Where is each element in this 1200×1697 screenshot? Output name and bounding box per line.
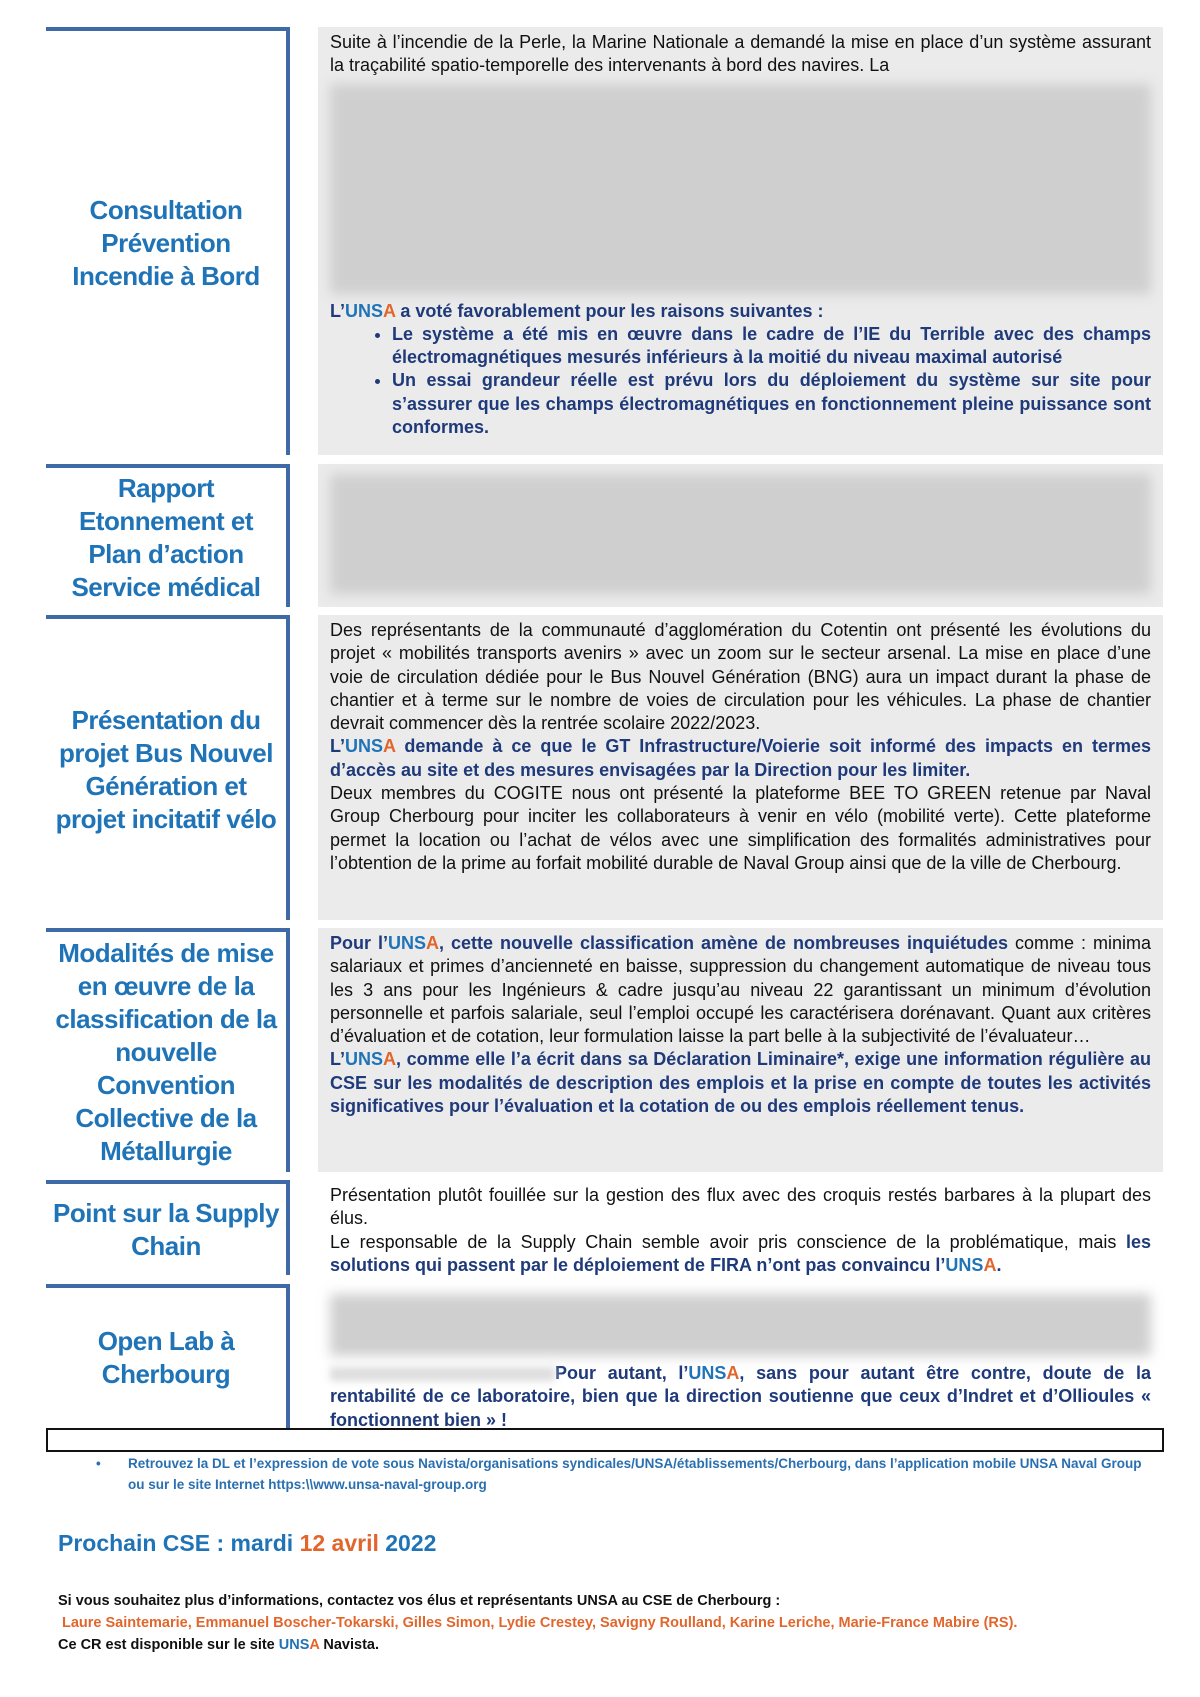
section-body — [318, 1284, 1163, 1428]
section-rapport-medical — [46, 464, 1163, 607]
next-cse: Prochain CSE : mardi 12 avril 2022 — [58, 1530, 437, 1556]
paragraph: Le responsable de la Supply Chain semble avoir pris conscience de la problématique, mais les solutions qui passent par le déploiement de FIRA n’ont pas convaincu l’UNSA. — [330, 1231, 1151, 1275]
section-body — [318, 27, 1163, 455]
paragraph: Pour autant, l’UNSA, sans pour autant être contre, doute de la rentabilité de ce laboratoire, bien que la direction soutienne que ceux d’Indret et d’Ollioules « fonctionnent bien » ! — [330, 1363, 1151, 1430]
footnote: • Retrouvez la DL et l’expression de vote sous Navista/organisations syndicales/UNSA/établissements/Cherbourg, dans l’application mobile UNSA Naval Group ou sur le site Internet https:\\www.unsa-naval-group.org — [128, 1453, 1148, 1495]
section-supply-chain — [46, 1180, 1163, 1275]
section-label: Rapport Etonnement et Plan d’action Service médical — [46, 464, 290, 607]
section-consultation-incendie — [46, 27, 1163, 455]
section-label: Modalités de mise en œuvre de la classification de la nouvelle Convention Collective de la Métallurgie — [46, 928, 290, 1172]
paragraph: Des représentants de la communauté d’agglomération du Cotentin ont présenté les évolutions du projet « mobilités transports avenirs » avec un zoom sur le secteur arsenal. La mise en place d’une voie de circulation dédiée pour le Bus Nouvel Génération (BNG) aura un impact durant la phase de chantier et à terme sur le nombre de voies de circulation pour les véhicules. La phase de chantier devrait commencer dès la rentrée scolaire 2022/2023. — [330, 620, 1151, 734]
cr-availability: Ce CR est disponible sur le site UNSA Navista. — [58, 1637, 379, 1653]
section-body — [318, 928, 1163, 1172]
section-body — [318, 1180, 1163, 1275]
contact-block — [58, 1590, 1017, 1656]
section-bus-velo — [46, 615, 1163, 920]
vote-line: L’UNSA a voté favorablement pour les raisons suivantes : — [330, 300, 824, 321]
section-open-lab — [46, 1284, 1163, 1428]
paragraph: L’UNSA, comme elle l’a écrit dans sa Déclaration Liminaire*, exige une information régulière au CSE sur les modalités de description des emplois et la prise en compte de toutes les activités significatives pour l’évaluation et la cotation de ou des emplois réellement tenus. — [330, 1049, 1151, 1117]
contact-intro: Si vous souhaitez plus d’informations, contactez vos élus et représentants UNSA au CSE de Cherbourg : — [58, 1593, 781, 1609]
redacted-text — [330, 1294, 1151, 1356]
reasons-list — [330, 323, 1151, 439]
intro-text: Suite à l’incendie de la Perle, la Marine Nationale a demandé la mise en place d’un système assurant la traçabilité spatio-temporelle des intervenants à bord des navires. La — [330, 32, 1151, 76]
section-label: Présentation du projet Bus Nouvel Génération et projet incitatif vélo — [46, 615, 290, 920]
redacted-text — [330, 84, 1151, 294]
section-classification — [46, 928, 1163, 1172]
paragraph: Présentation plutôt fouillée sur la gestion des flux avec des croquis restés barbares à la plupart des élus. — [330, 1185, 1151, 1229]
section-label: Point sur la Supply Chain — [46, 1180, 290, 1275]
empty-box — [46, 1428, 1164, 1452]
section-label: Open Lab à Cherbourg — [46, 1284, 290, 1428]
paragraph: Pour l’UNSA, cette nouvelle classification amène de nombreuses inquiétudes comme : minima salariaux et primes d’ancienneté en baisse, suppression du changement automatique de niveau tous les 3 ans pour les Ingénieurs & cadre jusqu’au niveau 22 garantissant un minimum d’évolution personnelle et parfois salariale, seul l’emploi occupé les caractérisera dorénavant. Quant aux critères d’évaluation et de cotation, leur formulation laisse la part belle à la subjectivité de l’évaluateur… — [330, 933, 1151, 1047]
section-body — [318, 615, 1163, 920]
paragraph: Deux membres du COGITE nous ont présenté la plateforme BEE TO GREEN retenue par Naval Group Cherbourg pour inciter les collaborateurs à venir en vélo (mobilité verte). Cette plateforme permet la location ou l’achat de vélos avec une simplification des formalités administratives pour l’obtention de la prime au forfait mobilité durable de Naval Group ainsi que de la ville de Cherbourg. — [330, 783, 1151, 873]
list-item: • Un essai grandeur réelle est prévu lors du déploiement du système sur site pour s’assurer que les champs électromagnétiques en fonctionnement pleine puissance sont conformes. — [392, 369, 1151, 439]
contact-names: Laure Saintemarie, Emmanuel Boscher-Tokarski, Gilles Simon, Lydie Crestey, Savigny Roulland, Karine Leriche, Marie-France Mabire (RS). — [62, 1615, 1018, 1631]
section-body — [318, 464, 1163, 607]
list-item: • Le système a été mis en œuvre dans le cadre de l’IE du Terrible avec des champs électromagnétiques mesurés inférieurs à la moitié du niveau maximal autorisé — [392, 323, 1151, 370]
paragraph: L’UNSA demande à ce que le GT Infrastructure/Voierie soit informé des impacts en termes d’accès au site et des mesures envisagées par la Direction pour les limiter. — [330, 736, 1151, 780]
redacted-text — [330, 474, 1151, 594]
section-label: Consultation Prévention Incendie à Bord — [46, 27, 290, 455]
